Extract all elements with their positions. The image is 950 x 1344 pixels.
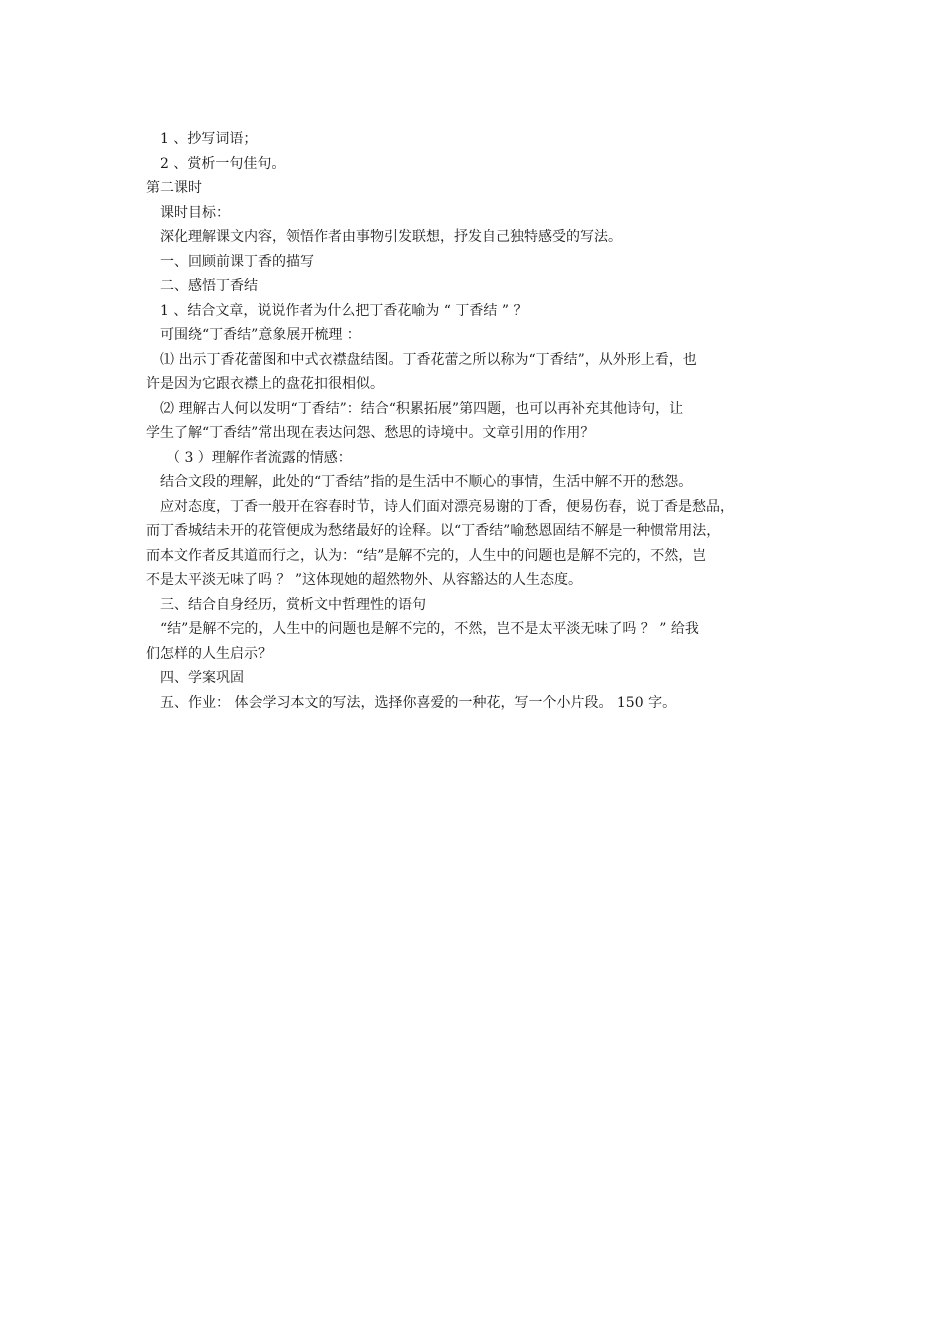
homework-item-1: 1 、抄写词语； [160,131,258,147]
section-heading-second-lesson: 第二课时 [146,180,202,196]
attitude-paragraph-line-4: 不是太平淡无味了吗 ？ ”这体现她的超然物外、从容豁达的人生态度。 [146,572,583,588]
point-3-heading: （ 3 ）理解作者流露的情感： [166,449,352,466]
attitude-paragraph-line-2: 而丁香城结未开的花管便成为愁绪最好的诠释。以“丁香结”喻愁恩固结不解是一种惯常用法， [146,523,721,539]
point-2-line-1: ⑵ 理解古人何以发明“丁香结”：结合“积累拓展”第四题，也可以再补充其他诗句，让 [160,400,684,417]
point-1-line-1: ⑴ 出示丁香花蕾图和中式衣襟盘结图。丁香花蕾之所以称为“丁香结”，从外形上看，也 [160,351,697,368]
point-2-line-2: 学生了解“丁香结”常出现在表达问怨、愁思的诗境中。文章引用的作用？ [146,425,595,441]
attitude-paragraph-line-3: 而本文作者反其道而行之，认为：“结”是解不完的，人生中的问题也是解不完的，不然，岂 [146,547,707,564]
step-four-heading: 四、学案巩固 [160,670,244,686]
quote-question-line-2: 们怎样的人生启示？ [146,645,272,662]
attitude-paragraph-line-1: 应对态度，丁香一般开在容春时节，诗人们面对漂亮易谢的丁香，便易伤春，说丁香是愁品， [160,498,734,515]
step-one-heading: 一、回顾前课丁香的描写 [160,253,314,270]
lesson-goal-label: 课时目标： [160,204,230,221]
step-two-heading: 二、感悟丁香结 [160,278,258,294]
point-3-text: 结合文段的理解，此处的“丁香结”指的是生活中不顺心的事情，生活中解不开的愁怨。 [160,474,693,490]
step-five-homework: 五、作业： 体会学习本文的写法，选择你喜爱的一种花，写一个小片段。 150 字。 [160,694,677,711]
quote-question-line-1: “结”是解不完的，人生中的问题也是解不完的，不然，岂不是太平淡无味了吗 ？ ” 给我 [160,621,699,637]
step-three-heading: 三、结合自身经历，赏析文中哲理性的语句 [160,596,426,613]
point-1-line-2: 许是因为它跟衣襟上的盘花扣很相似。 [146,376,384,392]
question-1: 1 、结合文章，说说作者为什么把丁香花喻为 “ 丁香结 ” ？ [160,302,528,319]
lesson-goal-text: 深化理解课文内容，领悟作者由事物引发联想，抒发自己独特感受的写法。 [160,229,622,245]
lesson-plan-text [146,127,806,715]
question-1-hint: 可围绕“丁香结”意象展开梳理 ： [160,327,361,343]
homework-item-2: 2 、赏析一句佳句。 [160,155,286,172]
